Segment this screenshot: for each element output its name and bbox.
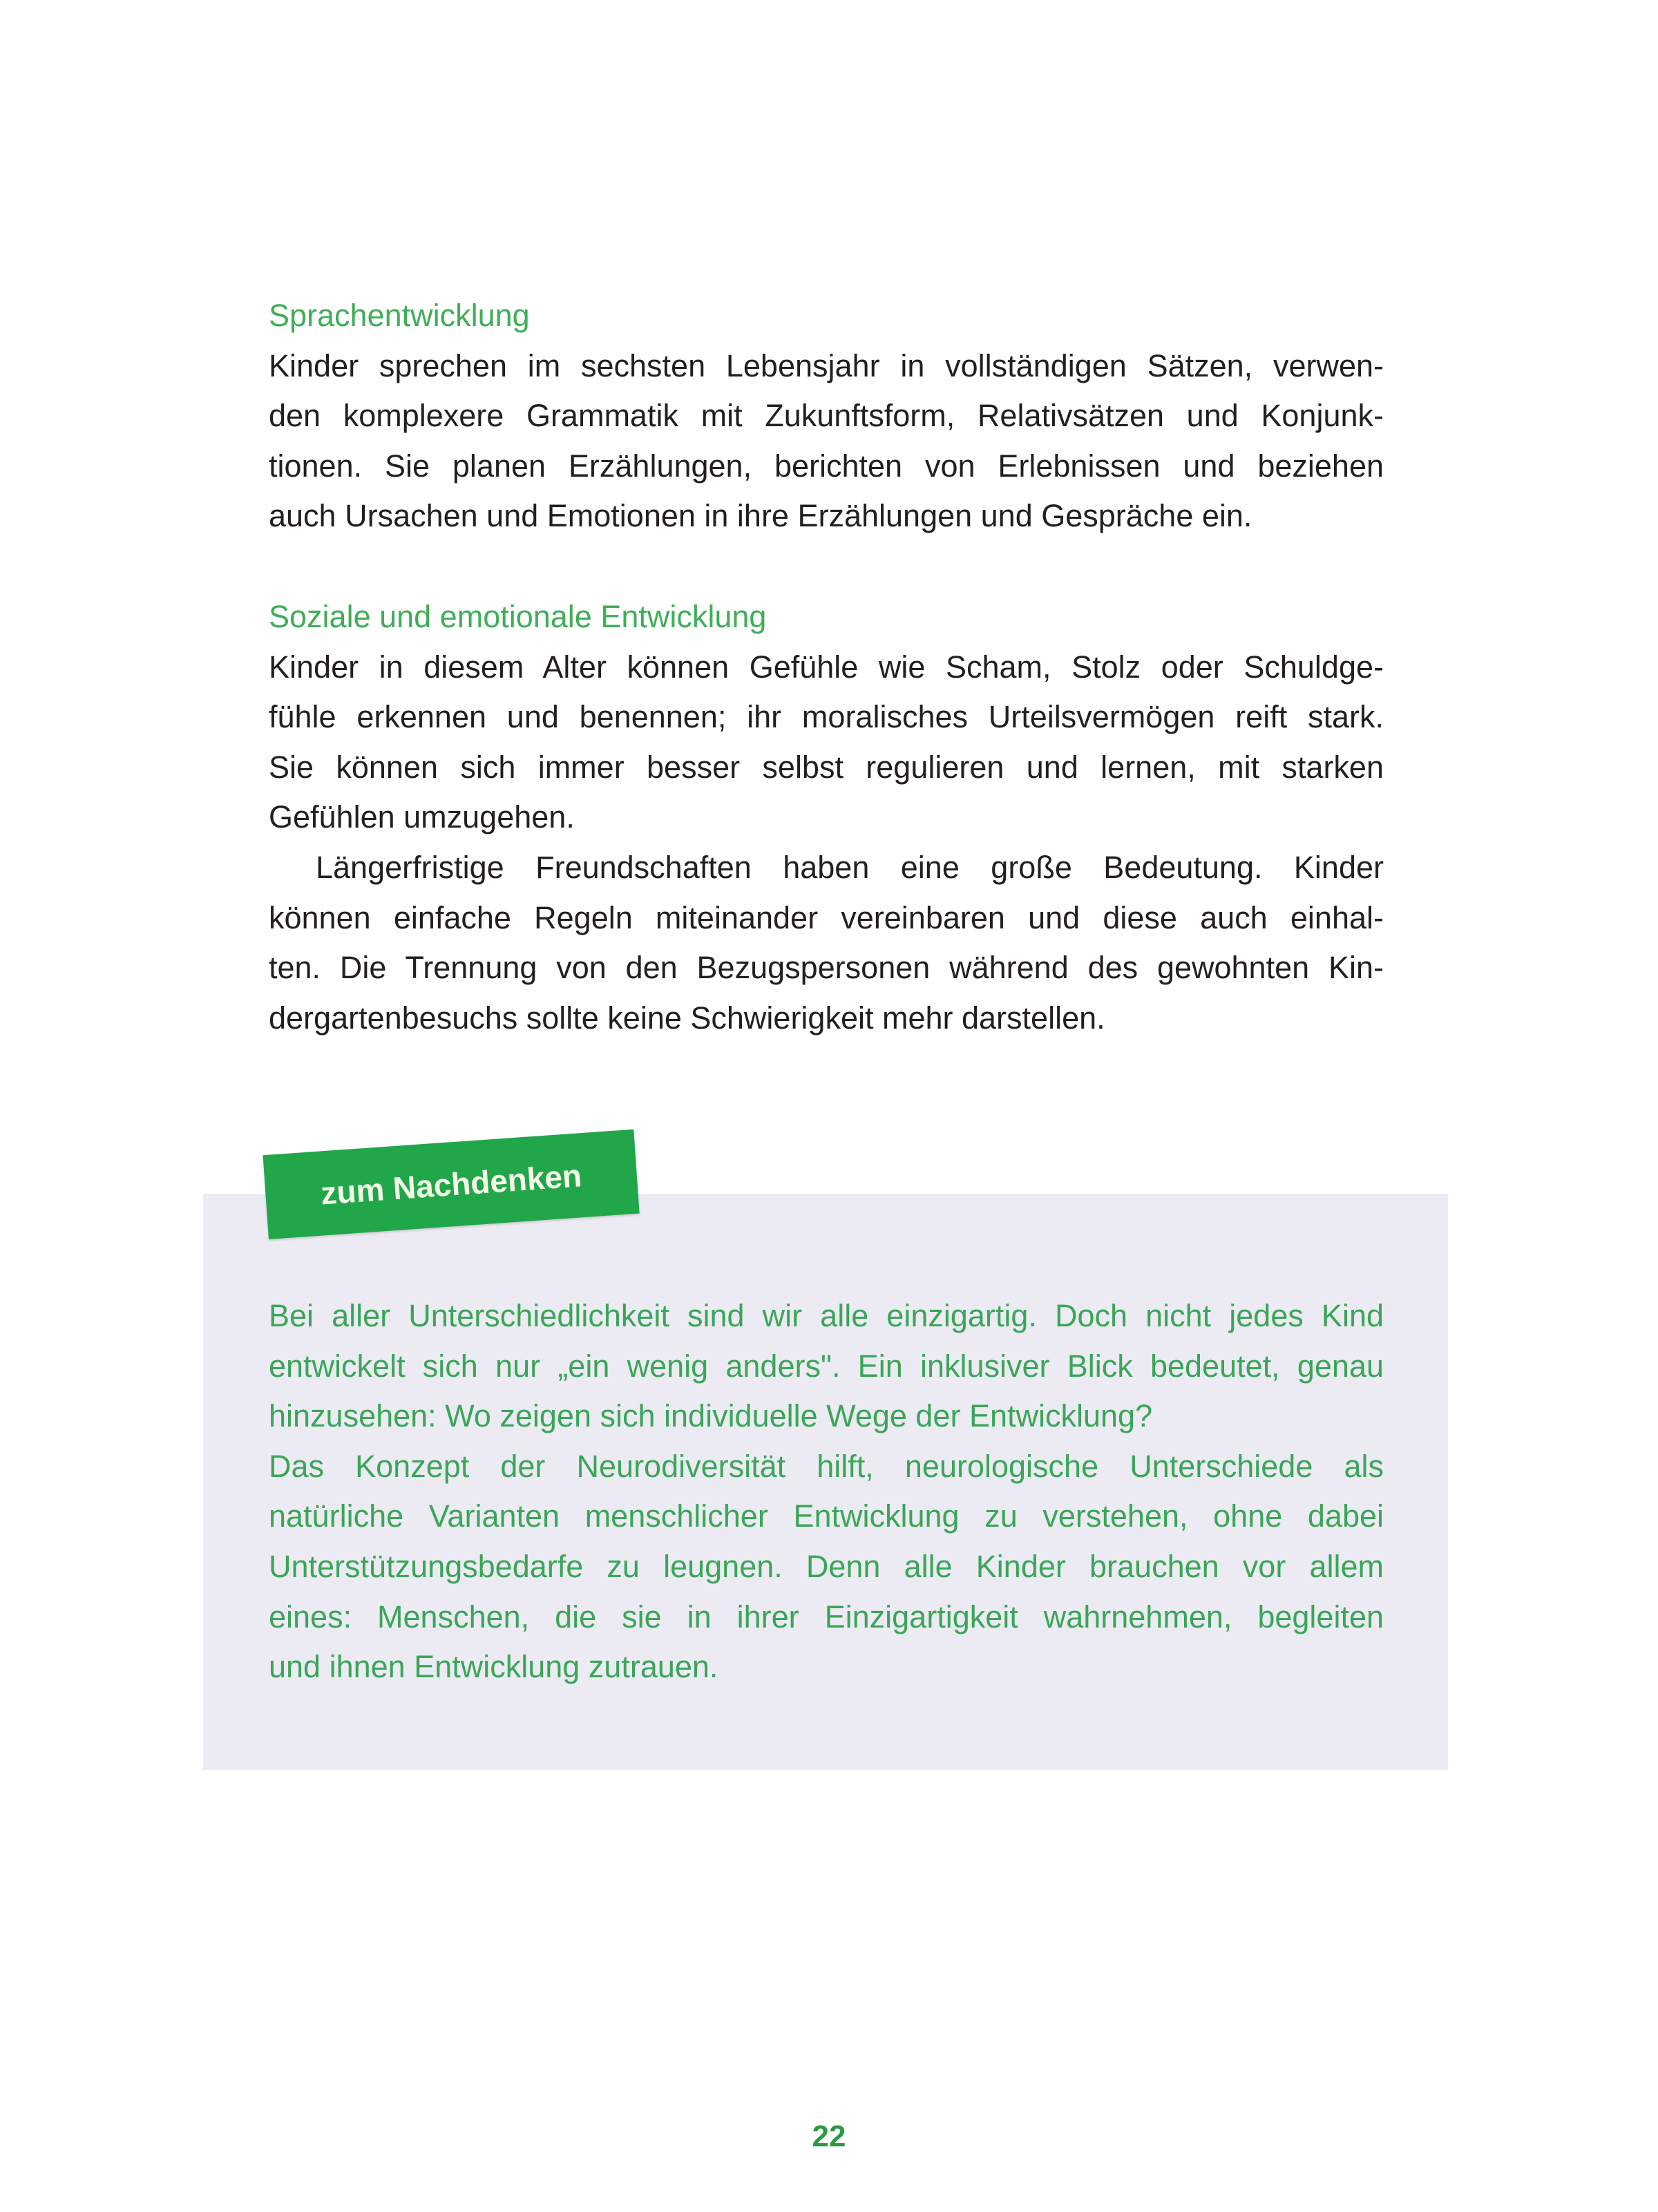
- reflection-tag: zum Nachdenken: [263, 1129, 639, 1239]
- text-line: Unterstützungsbedarfe zu leugnen. Denn alle Kinder brauchen vor allem: [269, 1548, 1384, 1584]
- text-line: Längerfristige Freundschaften haben eine große Bedeutung. Kinder: [316, 849, 1384, 885]
- text-line: ten. Die Trennung von den Bezugspersonen während des gewohnten Kin-: [269, 950, 1384, 986]
- text-line: entwickelt sich nur „ein wenig anders". Ein inklusiver Blick bedeutet, genau: [269, 1348, 1384, 1384]
- section-heading: Sprachentwicklung: [269, 298, 530, 333]
- text-line: Bei aller Unterschiedlichkeit sind wir alle einzigartig. Doch nicht jedes Kind: [269, 1298, 1384, 1333]
- text-line: Kinder in diesem Alter können Gefühle wie Scham, Stolz oder Schuldge-: [269, 649, 1384, 685]
- page-number: 22: [812, 2119, 846, 2153]
- reflection-text: [269, 1291, 1384, 1693]
- section-language-development: [269, 291, 1384, 542]
- text-line: natürliche Varianten menschlicher Entwicklung zu verstehen, ohne dabei: [269, 1498, 1384, 1534]
- text-line: den komplexere Grammatik mit Zukunftsform, Relativsätzen und Konjunk-: [269, 398, 1384, 434]
- text-line: dergartenbesuchs sollte keine Schwierigkeit mehr darstellen.: [269, 1000, 1105, 1036]
- text-line: Kinder sprechen im sechsten Lebensjahr in vollständigen Sätzen, verwen-: [269, 347, 1384, 383]
- text-line: Das Konzept der Neurodiversität hilft, neurologische Unterschiede als: [269, 1448, 1384, 1484]
- section-social-emotional-development: [269, 592, 1384, 1043]
- text-line: und ihnen Entwicklung zutrauen.: [269, 1649, 718, 1685]
- text-line: auch Ursachen und Emotionen in ihre Erzählungen und Gespräche ein.: [269, 498, 1252, 534]
- text-line: hinzusehen: Wo zeigen sich individuelle Wege der Entwicklung?: [269, 1398, 1153, 1434]
- text-line: eines: Menschen, die sie in ihrer Einzigartigkeit wahrnehmen, begleiten: [269, 1599, 1384, 1634]
- section-heading: Soziale und emotionale Entwicklung: [269, 599, 767, 634]
- text-line: tionen. Sie planen Erzählungen, berichten von Erlebnissen und beziehen: [269, 448, 1384, 484]
- text-line: fühle erkennen und benennen; ihr moralisches Urteilsvermögen reift stark.: [269, 699, 1384, 735]
- text-line: können einfache Regeln miteinander vereinbaren und diese auch einhal-: [269, 899, 1384, 935]
- text-line: Sie können sich immer besser selbst regulieren und lernen, mit starken: [269, 749, 1384, 785]
- text-line: Gefühlen umzugehen.: [269, 799, 575, 835]
